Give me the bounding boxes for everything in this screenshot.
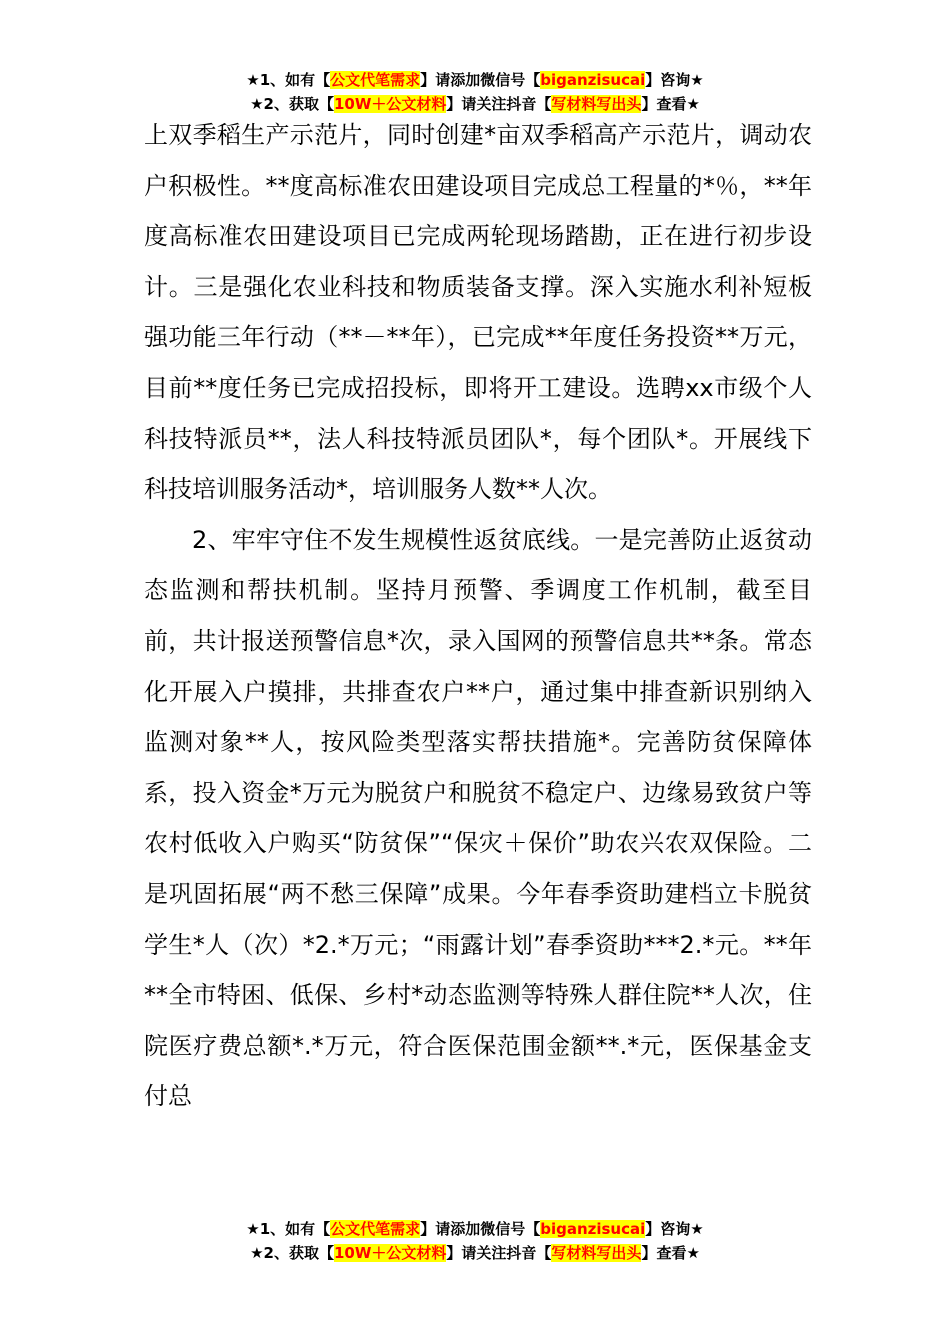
banner-text: 】查看★ bbox=[641, 1244, 700, 1262]
header-banner bbox=[0, 68, 950, 116]
banner-text: 】请关注抖音【 bbox=[446, 1244, 552, 1262]
banner-text: 】请添加微信号【 bbox=[420, 71, 541, 89]
banner-text: ★2、获取【 bbox=[250, 1244, 334, 1262]
banner-text: 】请关注抖音【 bbox=[446, 95, 552, 113]
banner-text: 】查看★ bbox=[641, 95, 700, 113]
banner-text: ★1、如有【 bbox=[246, 1220, 331, 1238]
banner-text: 】咨询★ bbox=[645, 1220, 704, 1238]
footer-banner bbox=[0, 1217, 950, 1265]
banner-line-2 bbox=[0, 1241, 950, 1265]
banner-highlight: 公文代笔需求 bbox=[330, 71, 421, 89]
document-body bbox=[144, 110, 812, 1122]
banner-text: 】请添加微信号【 bbox=[420, 1220, 541, 1238]
banner-highlight-douyin: 写材料写出头 bbox=[551, 1244, 642, 1262]
banner-text: ★2、获取【 bbox=[250, 95, 334, 113]
banner-highlight-wechat: biganzisucai bbox=[540, 1220, 646, 1238]
banner-text: ★1、如有【 bbox=[246, 71, 331, 89]
banner-highlight: 10W＋公文材料 bbox=[333, 1244, 447, 1262]
paragraph-1: 上双季稻生产示范片，同时创建*亩双季稻高产示范片，调动农户积极性。**度高标准农田建设项目完成总工程量的*％，**年度高标准农田建设项目已完成两轮现场踏勘，正在进行初步设计。三是强化农业科技和物质装备支撑。深入实施水利补短板强功能三年行动（**－**年），已完成**年度任务投资**万元，目前**度任务已完成招投标，即将开工建设。选聘xx市级个人科技特派员**，法人科技特派员团队*，每个团队*。开展线下科技培训服务活动*，培训服务人数**人次。 bbox=[144, 121, 812, 504]
banner-line-1 bbox=[0, 1217, 950, 1241]
paragraph-2: 2、牢牢守住不发生规模性返贫底线。一是完善防止返贫动态监测和帮扶机制。坚持月预警、季调度工作机制，截至目前，共计报送预警信息*次，录入国网的预警信息共**条。常态化开展入户摸排，共排查农户**户，通过集中排查新识别纳入监测对象**人，按风险类型落实帮扶措施*。完善防贫保障体系，投入资金*万元为脱贫户和脱贫不稳定户、边缘易致贫户等农村低收入户购买“防贫保”“保灾＋保价”助农兴农双保险。二是巩固拓展“两不愁三保障”成果。今年春季资助建档立卡脱贫学生*人（次）*2.*万元；“雨露计划”春季资助***2.*元。**年**全市特困、低保、乡村*动态监测等特殊人群住院**人次，住院医疗费总额*.*万元，符合医保范围金额**.*元，医保基金支付总 bbox=[144, 525, 812, 1111]
banner-highlight: 公文代笔需求 bbox=[330, 1220, 421, 1238]
banner-line-1 bbox=[0, 68, 950, 92]
banner-highlight-wechat: biganzisucai bbox=[540, 71, 646, 89]
banner-text: 】咨询★ bbox=[645, 71, 704, 89]
banner-highlight-douyin: 写材料写出头 bbox=[551, 95, 642, 113]
banner-highlight: 10W＋公文材料 bbox=[333, 95, 447, 113]
